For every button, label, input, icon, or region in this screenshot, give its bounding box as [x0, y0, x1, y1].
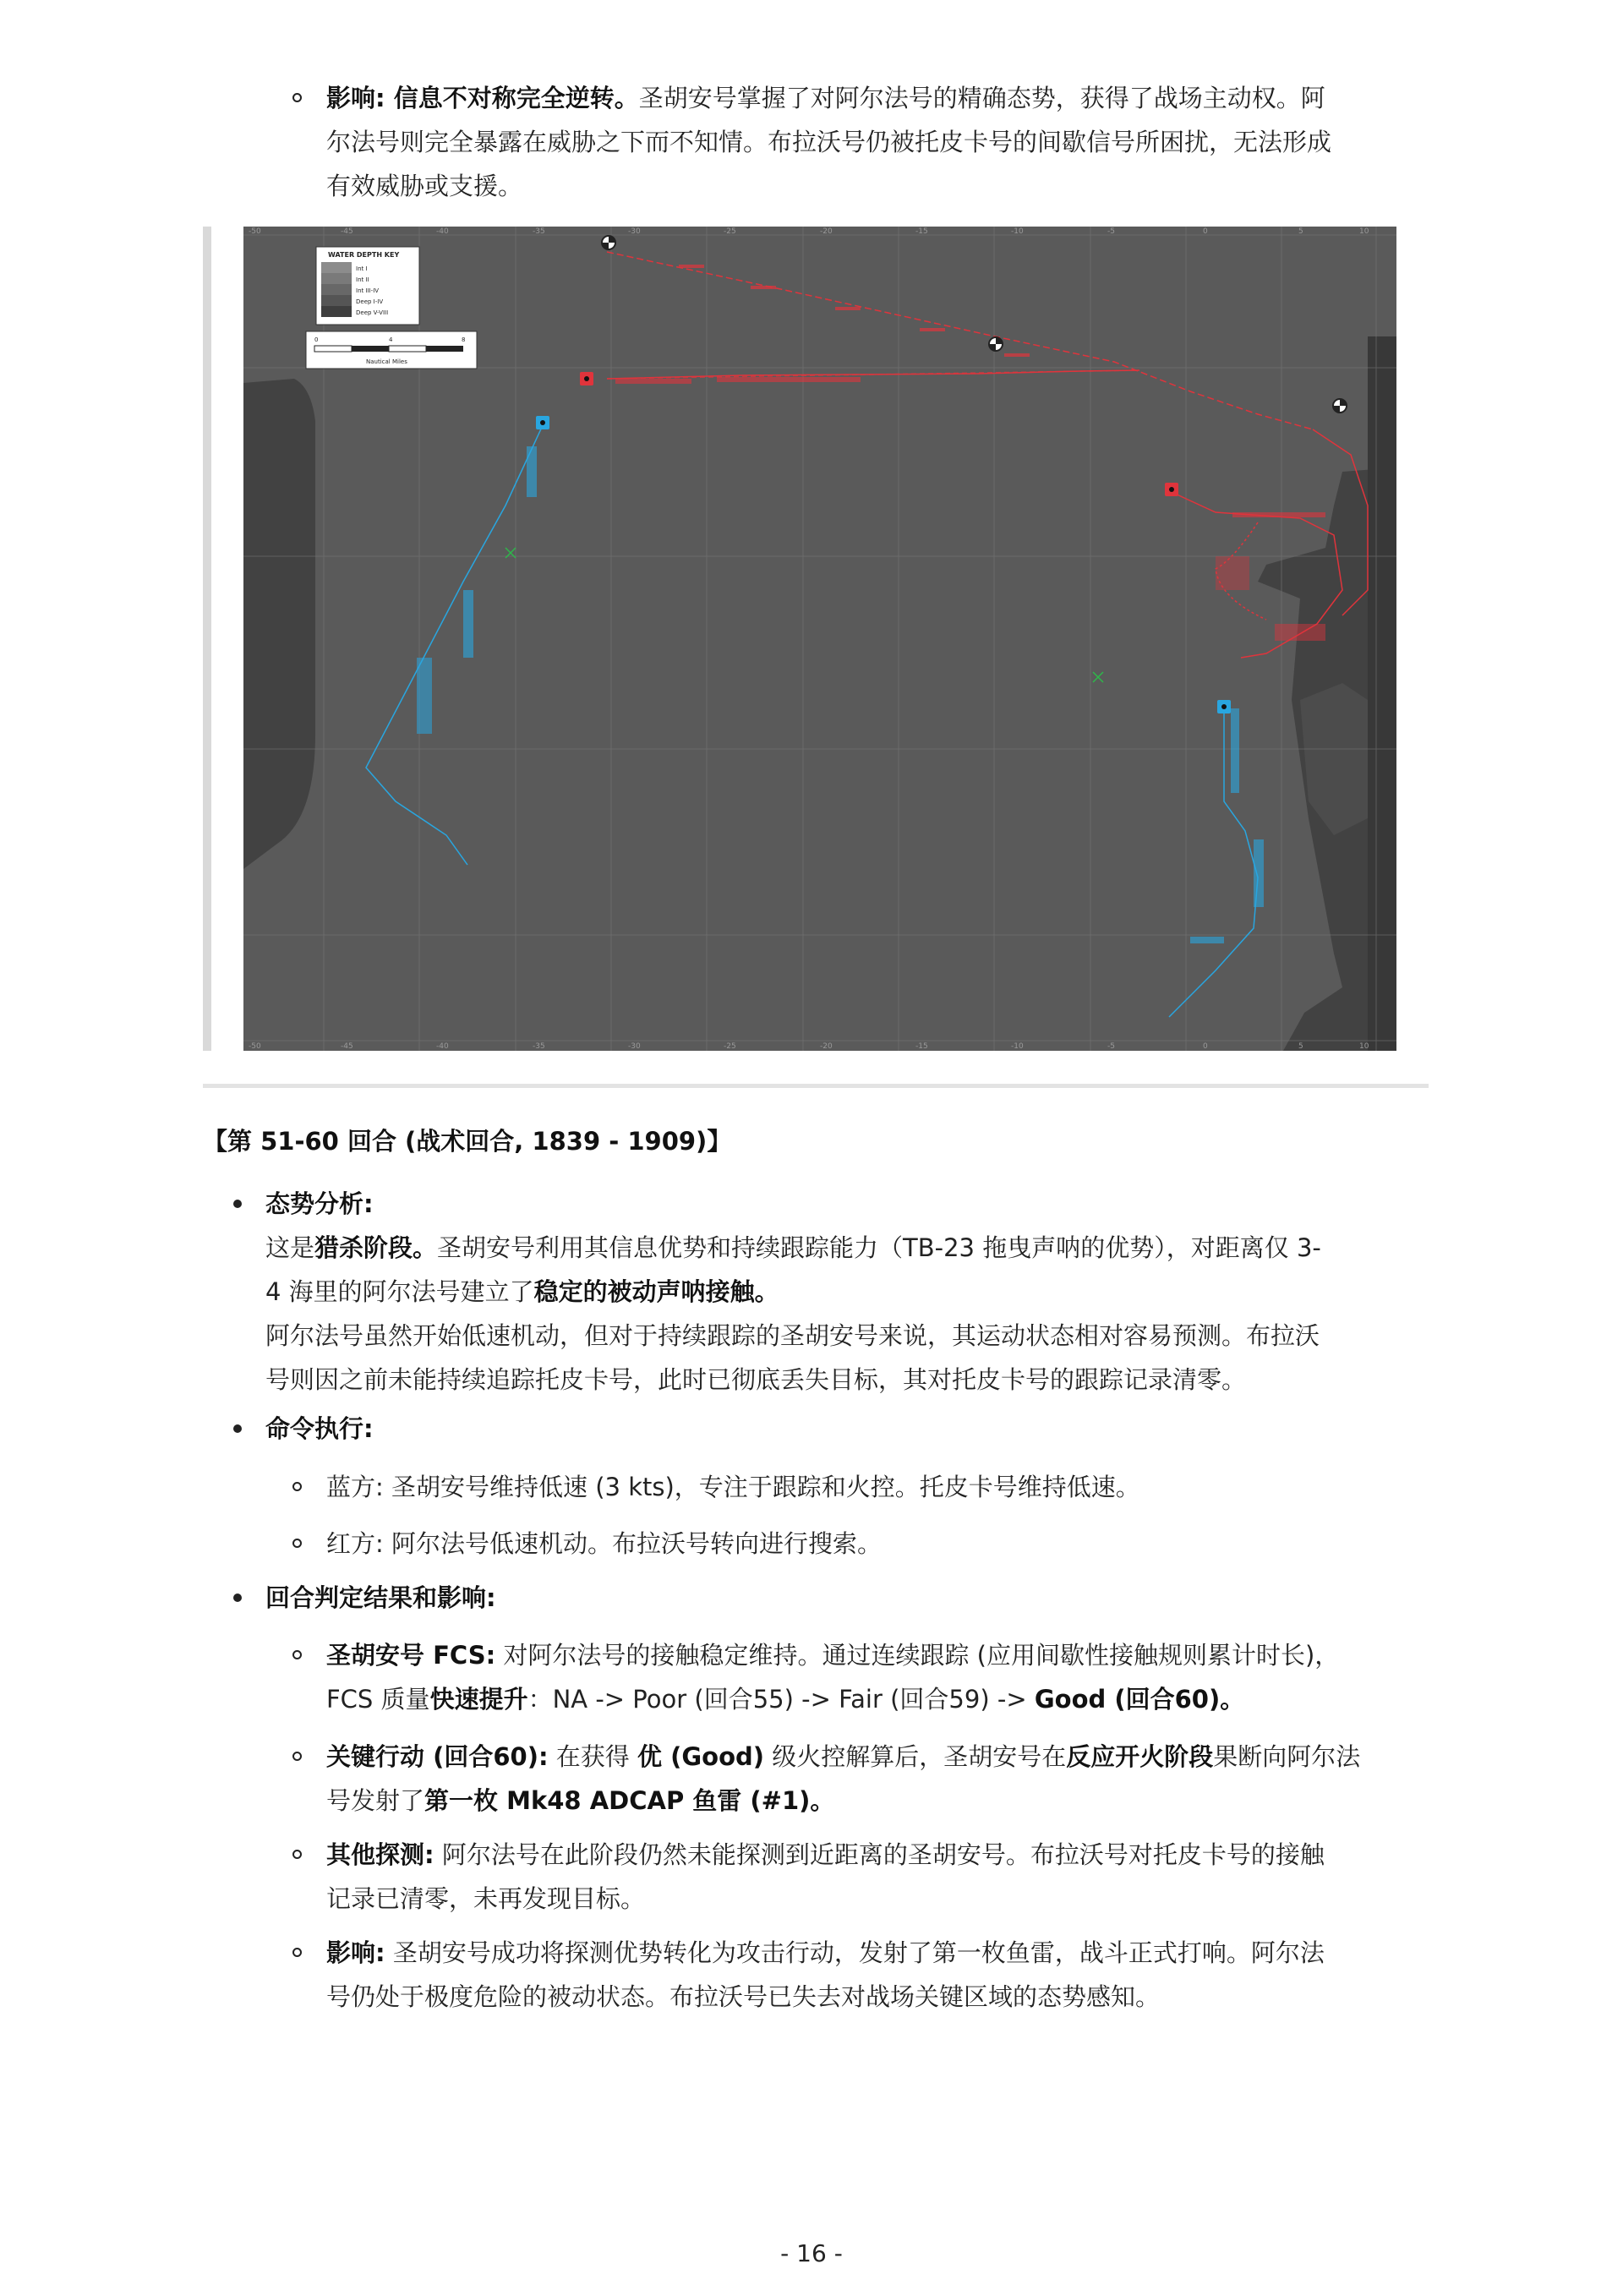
analysis-text: 圣胡安号利用其信息优势和持续跟踪能力（TB-23 拖曳声呐的优势），对距离仅 3-: [437, 1233, 1321, 1262]
tick-bottom: 0: [1203, 1042, 1208, 1051]
analysis-text: 这是: [265, 1233, 315, 1262]
legend-item: Int II: [356, 276, 369, 283]
tick-top: -45: [341, 227, 353, 236]
analysis-text: 号则因之前未能持续追踪托皮卡号，此时已彻底丢失目标，其对托皮卡号的跟踪记录清零。: [265, 1365, 1247, 1394]
legend-title: WATER DEPTH KEY: [328, 251, 400, 259]
impact-label: 影响:: [326, 1938, 385, 1967]
orders-blue-text: 蓝方: 圣胡安号维持低速 (3 kts)，专注于跟踪和火控。托皮卡号维持低速。: [326, 1473, 1140, 1501]
intro-text: 圣胡安号掌握了对阿尔法号的精确态势，获得了战场主动权。阿: [638, 84, 1325, 112]
intro-label: 影响: 信息不对称完全逆转。: [326, 84, 639, 112]
section-title: 【第 51-60 回合 (战术回合, 1839 - 1909)】: [203, 1127, 732, 1156]
fcs-text: 对阿尔法号的接触稳定维持。通过连续跟踪 (应用间歇性接触规则累计时长)，: [495, 1641, 1340, 1670]
intro-text-line3: 有效威胁或支援。: [326, 172, 523, 200]
tick-top: -25: [724, 227, 736, 236]
tick-top: -35: [533, 227, 545, 236]
fcs-text: ：NA -> Poor (回合55) -> Fair (回合59) ->: [527, 1685, 1035, 1714]
other-label: 其他探测:: [326, 1840, 434, 1869]
scale-bar: [306, 331, 477, 369]
tick-bottom: -10: [1011, 1042, 1024, 1051]
orders-red-item: [326, 1522, 1434, 1566]
result-other-item: [326, 1833, 1434, 1921]
tactical-map: [243, 227, 1396, 1051]
circle-bullet-icon: [292, 1948, 302, 1957]
tick-bottom: -35: [533, 1042, 545, 1051]
fcs-text: FCS 质量: [326, 1685, 430, 1714]
tick-bottom: 10: [1359, 1042, 1369, 1051]
tick-top: -50: [249, 227, 261, 236]
circle-bullet-icon: [292, 93, 302, 102]
scale-tick: 0: [314, 336, 319, 343]
tick-top: -30: [628, 227, 641, 236]
scale-tick: 4: [389, 336, 393, 343]
legend-item: Int I: [356, 265, 368, 272]
key-bold: 反应开火阶段: [1066, 1742, 1214, 1771]
analysis-heading: 态势分析:: [265, 1189, 374, 1218]
legend-item: Deep V-VIII: [356, 309, 389, 316]
scale-unit: Nautical Miles: [366, 358, 407, 365]
results-heading: 回合判定结果和影响:: [265, 1583, 496, 1612]
analysis-text: 4 海里的阿尔法号建立了: [265, 1277, 534, 1306]
circle-bullet-icon: [292, 1482, 302, 1491]
other-text: 阿尔法号在此阶段仍然未能探测到近距离的圣胡安号。布拉沃号对托皮卡号的接触: [434, 1840, 1325, 1869]
results-item: [265, 1576, 1432, 1620]
section-divider: [203, 1084, 1429, 1088]
tick-bottom: -45: [341, 1042, 353, 1051]
tick-top: 10: [1359, 227, 1369, 236]
orders-red-text: 红方: 阿尔法号低速机动。布拉沃号转向进行搜索。: [326, 1529, 882, 1558]
tick-bottom: -5: [1107, 1042, 1115, 1051]
impact-text: 号仍处于极度危险的被动状态。布拉沃号已失去对战场关键区域的态势感知。: [326, 1982, 1161, 2011]
tick-bottom: -25: [724, 1042, 736, 1051]
intro-impact-item: [326, 76, 1434, 208]
tick-top: -20: [820, 227, 833, 236]
tick-bottom: -15: [915, 1042, 928, 1051]
analysis-item: [265, 1182, 1432, 1402]
result-key-action-item: [326, 1735, 1434, 1823]
legend-item: Int III-IV: [356, 287, 380, 294]
tick-bottom: 5: [1298, 1042, 1303, 1051]
tick-bottom: -40: [436, 1042, 449, 1051]
tick-bottom: -50: [249, 1042, 261, 1051]
key-text: 号发射了: [326, 1786, 425, 1815]
analysis-text: 阿尔法号虽然开始低速机动，但对于持续跟踪的圣胡安号来说，其运动状态相对容易预测。布拉沃: [265, 1321, 1320, 1350]
page-number: - 16 -: [780, 2239, 843, 2267]
key-text: 在获得: [548, 1742, 637, 1771]
key-label: 关键行动 (回合60):: [326, 1742, 549, 1771]
bullet-dot-icon: [233, 1200, 242, 1208]
circle-bullet-icon: [292, 1850, 302, 1859]
key-text: 果断向阿尔法: [1213, 1742, 1361, 1771]
result-fcs-item: [326, 1633, 1434, 1721]
orders-heading: 命令执行:: [265, 1414, 374, 1443]
fcs-bold: 快速提升: [429, 1685, 528, 1714]
map-land-east-dark: [1368, 336, 1396, 1051]
tick-top: -40: [436, 227, 449, 236]
circle-bullet-icon: [292, 1650, 302, 1659]
tick-top: -15: [915, 227, 928, 236]
analysis-bold: 稳定的被动声呐接触。: [533, 1277, 779, 1306]
bullet-dot-icon: [233, 1594, 242, 1602]
key-bold: 第一枚 Mk48 ADCAP 鱼雷 (#1)。: [424, 1786, 835, 1815]
scale-tick: 8: [462, 336, 466, 343]
fcs-bold: Good (回合60)。: [1034, 1685, 1245, 1714]
tick-top: -5: [1107, 227, 1115, 236]
circle-bullet-icon: [292, 1539, 302, 1548]
tick-top: 0: [1203, 227, 1208, 236]
key-text: 级火控解算后，圣胡安号在: [764, 1742, 1067, 1771]
intro-text-line2: 尔法号则完全暴露在威胁之下而不知情。布拉沃号仍被托皮卡号的间歇信号所困扰，无法形成: [326, 128, 1332, 156]
orders-blue-item: [326, 1465, 1434, 1509]
analysis-bold: 猎杀阶段。: [314, 1233, 438, 1262]
legend-item: Deep I-IV: [356, 298, 384, 305]
other-text: 记录已清零，未再发现目标。: [326, 1884, 646, 1913]
impact-text: 圣胡安号成功将探测优势转化为攻击行动，发射了第一枚鱼雷，战斗正式打响。阿尔法: [385, 1938, 1325, 1967]
tick-top: 5: [1298, 227, 1303, 236]
map-land-west: [243, 379, 315, 869]
water-depth-legend: [316, 247, 419, 325]
key-bold: 优 (Good): [637, 1742, 765, 1771]
orders-item: [265, 1407, 1432, 1451]
tick-top: -10: [1011, 227, 1024, 236]
circle-bullet-icon: [292, 1752, 302, 1761]
fcs-label: 圣胡安号 FCS:: [326, 1641, 496, 1670]
result-impact-item: [326, 1931, 1434, 2019]
figure-quote-bar: [203, 227, 211, 1051]
bullet-dot-icon: [233, 1424, 242, 1433]
tick-bottom: -20: [820, 1042, 833, 1051]
tick-bottom: -30: [628, 1042, 641, 1051]
